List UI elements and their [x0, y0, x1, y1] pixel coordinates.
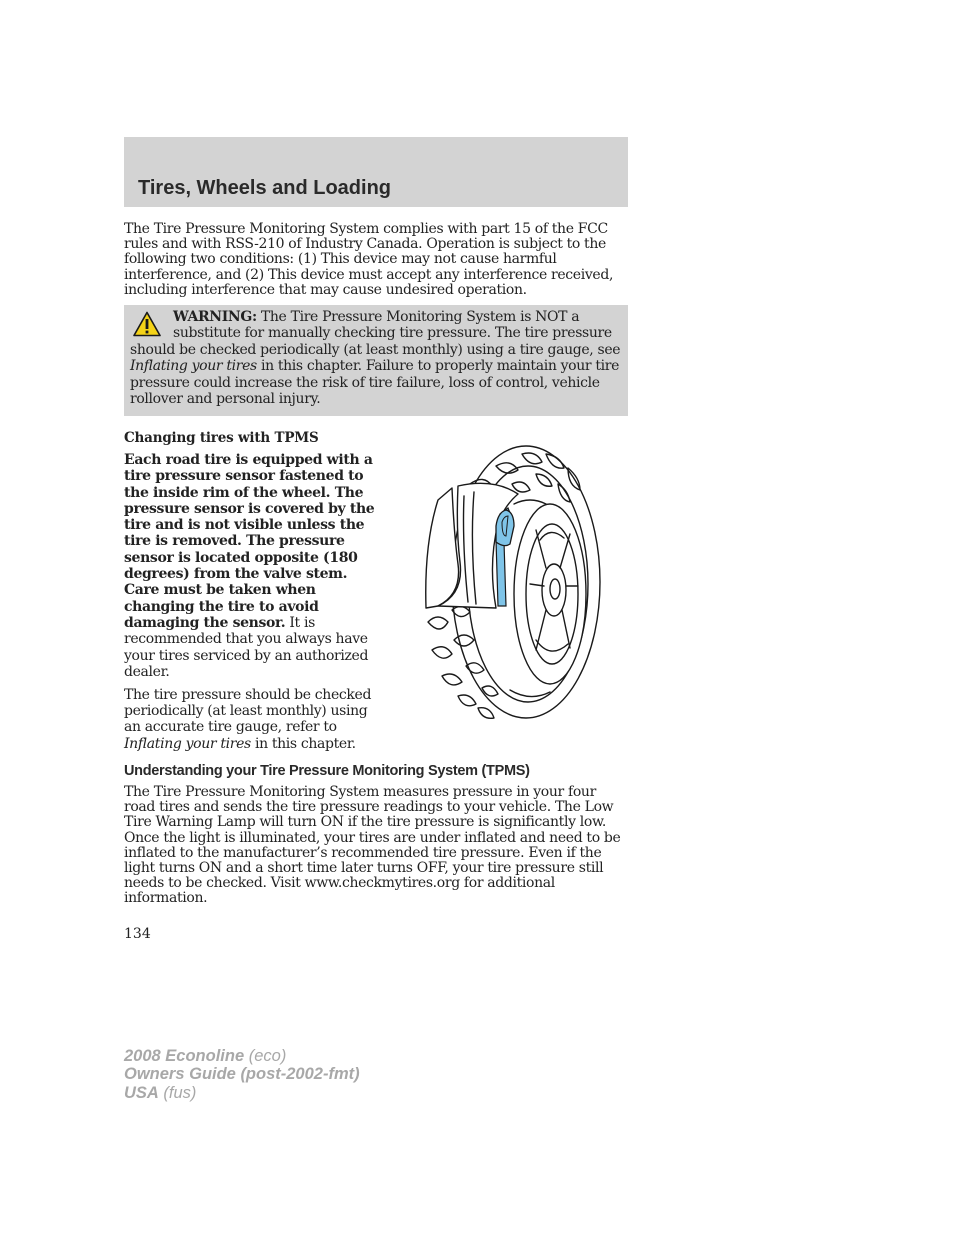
warning-box [124, 305, 628, 416]
footer-market: USA [124, 1083, 159, 1102]
warning-icon-space [130, 309, 173, 339]
pressure-check-paragraph [124, 687, 379, 752]
tire-pressure-sensor-illustration [418, 444, 604, 724]
tpms-paragraph: The Tire Pressure Monitoring System measures pressure in your four road tires and sends the tire pressure readings to your vehicle. The Low Tire Warning Lamp will turn ON if the tire pressure is significantly low. Once the light is illuminated, your tires are under inflated and need to be inflated to the manufacturer’s recommended tire pressure. Even if the light turns ON and a short time later turns OFF, your tire pressure still needs to be checked. Visit www.checkmytires.org for additional information. [124, 784, 621, 907]
pressure-check-text-end: in this chapter. [250, 735, 356, 752]
tpms-heading: Understanding your Tire Pressure Monitoring System (TPMS) [124, 763, 530, 779]
warning-text-part-2: in this chapter. Failure to properly maintain your tire pressure could increase the risk of tire failure, loss of control, vehicle rollover and personal injury. [130, 358, 620, 408]
fcc-compliance-paragraph: The Tire Pressure Monitoring System complies with part 15 of the FCC rules and with RSS-210 of Industry Canada. Operation is subject to the following two conditions: (1) This device may not cause harmful interference, and (2) This device must accept any interference received, including interference that may cause undesired operation. [124, 221, 614, 298]
changing-tires-heading: Changing tires with TPMS [124, 430, 319, 446]
footer-market-code: (fus) [158, 1083, 197, 1102]
page-number: 134 [124, 926, 151, 942]
warning-label: WARNING: [173, 309, 257, 325]
sensor-normal-text: It is recommended that you always have your tires serviced by an authorized dealer. [124, 614, 369, 680]
section-title: Tires, Wheels and Loading [138, 177, 392, 199]
sensor-bold-text: Each road tire is equipped with a tire pressure sensor fastened to the inside rim of the wheel. The pressure sensor is covered by the tire and is not visible unless the tire is removed. The pressure sensor is located opposite (180 degrees) from the valve stem. Care must be taken when changing the tire to avoid damaging the sensor. [124, 452, 375, 631]
footer-model: 2008 Econoline [124, 1047, 245, 1065]
footer-guide: Owners Guide (post-2002-fmt) [124, 1065, 360, 1084]
sensor-paragraph [124, 452, 379, 680]
section-header-band [124, 137, 628, 207]
warning-text-part-1: The Tire Pressure Monitoring System is NOT a substitute for manually checking tire pressure. The tire pressure should be checked periodically (at least monthly) using a tire gauge, see [130, 309, 621, 358]
footer-model-code: (eco) [244, 1047, 287, 1065]
warning-chapter-reference: Inflating your tires [130, 358, 257, 375]
pressure-check-chapter-reference: Inflating your tires [124, 735, 251, 752]
warning-text [130, 309, 624, 407]
document-footer [124, 1047, 360, 1102]
pressure-check-text: The tire pressure should be checked periodically (at least monthly) using an accurate tire gauge, refer to [124, 687, 372, 736]
